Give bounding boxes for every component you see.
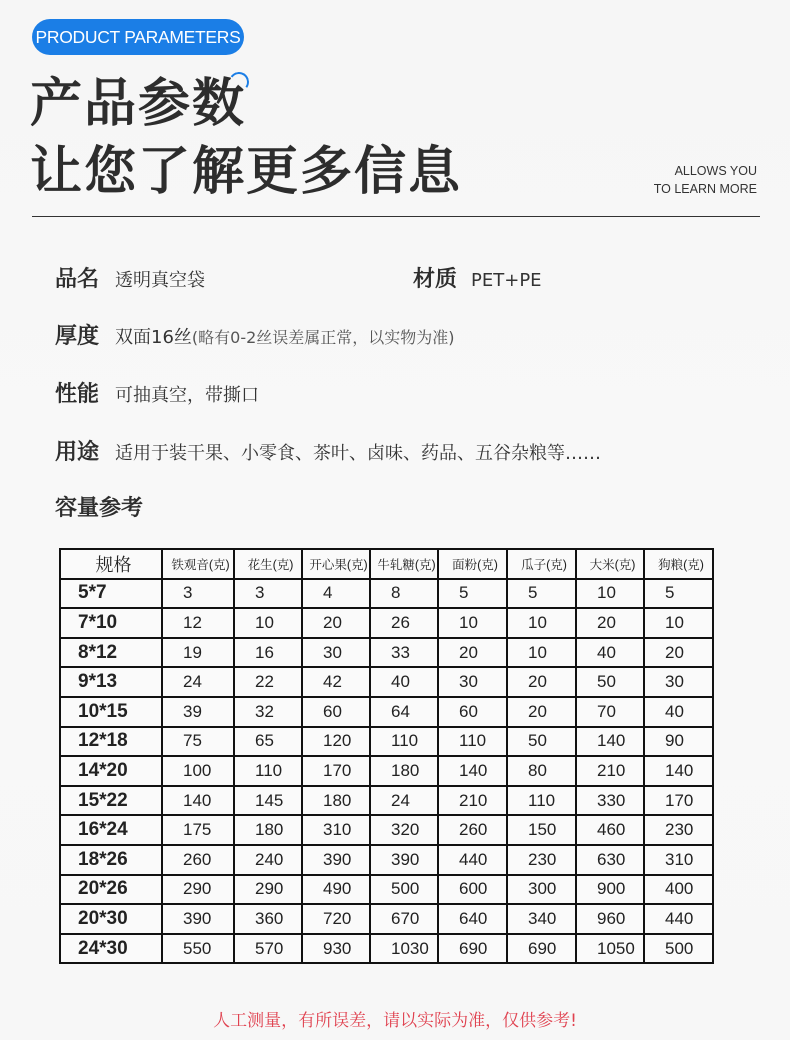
- param-value: [115, 323, 455, 349]
- param-thickness: [55, 319, 455, 350]
- spec-cell: 9*13: [60, 667, 162, 697]
- disclaimer-note: 人工测量，有所误差，请以实际为准，仅供参考!: [213, 1011, 577, 1031]
- capacity-cell: 30: [302, 638, 370, 668]
- column-header: 瓜子(克): [507, 549, 576, 579]
- spec-cell: 24*30: [60, 934, 162, 964]
- capacity-cell: 640: [438, 904, 507, 934]
- capacity-cell: 110: [370, 727, 438, 757]
- spec-cell: 20*26: [60, 875, 162, 905]
- spec-cell: 16*24: [60, 815, 162, 845]
- param-name: [55, 262, 205, 293]
- capacity-cell: 20: [507, 697, 576, 727]
- capacity-cell: 630: [576, 845, 644, 875]
- table-row: [60, 638, 713, 668]
- spec-cell: 12*18: [60, 727, 162, 757]
- column-header: 花生(克): [234, 549, 302, 579]
- capacity-cell: 20: [644, 638, 713, 668]
- capacity-cell: 290: [162, 875, 234, 905]
- tagline-line-1: ALLOWS YOU: [674, 164, 757, 178]
- param-label: 品名: [55, 267, 100, 292]
- capacity-cell: 5: [438, 579, 507, 609]
- capacity-cell: 19: [162, 638, 234, 668]
- tagline-line-2: TO LEARN MORE: [653, 182, 757, 196]
- capacity-cell: 20: [576, 608, 644, 638]
- table-row: [60, 727, 713, 757]
- spec-cell: 10*15: [60, 697, 162, 727]
- capacity-cell: 24: [370, 786, 438, 816]
- table-row: [60, 756, 713, 786]
- capacity-cell: 10: [507, 608, 576, 638]
- capacity-cell: 12: [162, 608, 234, 638]
- capacity-cell: 20: [302, 608, 370, 638]
- capacity-cell: 1030: [370, 934, 438, 964]
- capacity-cell: 690: [438, 934, 507, 964]
- capacity-cell: 960: [576, 904, 644, 934]
- capacity-cell: 5: [507, 579, 576, 609]
- english-tagline: [654, 162, 757, 198]
- capacity-cell: 8: [370, 579, 438, 609]
- spec-cell: 15*22: [60, 786, 162, 816]
- capacity-cell: 900: [576, 875, 644, 905]
- capacity-cell: 1050: [576, 934, 644, 964]
- capacity-cell: 170: [302, 756, 370, 786]
- param-label: 用途: [55, 440, 100, 465]
- capacity-cell: 20: [438, 638, 507, 668]
- capacity-cell: 390: [162, 904, 234, 934]
- capacity-cell: 690: [507, 934, 576, 964]
- capacity-cell: 140: [576, 727, 644, 757]
- capacity-cell: 70: [576, 697, 644, 727]
- capacity-cell: 64: [370, 697, 438, 727]
- capacity-cell: 20: [507, 667, 576, 697]
- capacity-cell: 65: [234, 727, 302, 757]
- capacity-cell: 22: [234, 667, 302, 697]
- param-value: 可抽真空，带撕口: [115, 385, 260, 406]
- spec-cell: 14*20: [60, 756, 162, 786]
- column-header: 大米(克): [576, 549, 644, 579]
- table-row: [60, 579, 713, 609]
- capacity-cell: 140: [438, 756, 507, 786]
- header-divider: [32, 216, 760, 217]
- capacity-cell: 60: [438, 697, 507, 727]
- column-header: 牛轧糖(克): [370, 549, 438, 579]
- capacity-table: [59, 548, 714, 964]
- capacity-cell: 210: [438, 786, 507, 816]
- capacity-cell: 170: [644, 786, 713, 816]
- capacity-cell: 600: [438, 875, 507, 905]
- capacity-cell: 42: [302, 667, 370, 697]
- capacity-cell: 145: [234, 786, 302, 816]
- capacity-cell: 40: [644, 697, 713, 727]
- thickness-value: 双面16丝: [115, 327, 192, 348]
- capacity-cell: 110: [507, 786, 576, 816]
- capacity-cell: 32: [234, 697, 302, 727]
- table-header-row: [60, 549, 713, 579]
- capacity-cell: 50: [576, 667, 644, 697]
- capacity-cell: 40: [370, 667, 438, 697]
- spec-cell: 7*10: [60, 608, 162, 638]
- capacity-cell: 310: [644, 845, 713, 875]
- capacity-cell: 40: [576, 638, 644, 668]
- spec-cell: 8*12: [60, 638, 162, 668]
- param-usage: [55, 435, 601, 466]
- column-header: 铁观音(克): [162, 549, 234, 579]
- param-value: 适用于装干果、小零食、茶叶、卤味、药品、五谷杂粮等……: [115, 443, 602, 464]
- capacity-cell: 340: [507, 904, 576, 934]
- table-row: [60, 815, 713, 845]
- capacity-cell: 110: [438, 727, 507, 757]
- param-material: [413, 262, 542, 293]
- capacity-cell: 16: [234, 638, 302, 668]
- capacity-cell: 110: [234, 756, 302, 786]
- capacity-cell: 10: [644, 608, 713, 638]
- capacity-cell: 550: [162, 934, 234, 964]
- table-row: [60, 904, 713, 934]
- capacity-cell: 720: [302, 904, 370, 934]
- capacity-cell: 3: [234, 579, 302, 609]
- capacity-cell: 100: [162, 756, 234, 786]
- capacity-cell: 4: [302, 579, 370, 609]
- capacity-cell: 180: [234, 815, 302, 845]
- capacity-cell: 930: [302, 934, 370, 964]
- capacity-cell: 440: [644, 904, 713, 934]
- capacity-cell: 570: [234, 934, 302, 964]
- param-label: 材质: [413, 267, 458, 292]
- capacity-cell: 290: [234, 875, 302, 905]
- capacity-cell: 260: [438, 815, 507, 845]
- column-header: 开心果(克): [302, 549, 370, 579]
- capacity-cell: 360: [234, 904, 302, 934]
- capacity-cell: 260: [162, 845, 234, 875]
- capacity-cell: 140: [162, 786, 234, 816]
- spec-cell: 5*7: [60, 579, 162, 609]
- capacity-cell: 210: [576, 756, 644, 786]
- thickness-note: (略有0-2丝误差属正常，以实物为准): [191, 328, 455, 347]
- capacity-cell: 175: [162, 815, 234, 845]
- capacity-title: 容量参考: [55, 496, 144, 521]
- table-row: [60, 845, 713, 875]
- capacity-cell: 390: [302, 845, 370, 875]
- capacity-cell: 39: [162, 697, 234, 727]
- capacity-cell: 460: [576, 815, 644, 845]
- table-row: [60, 608, 713, 638]
- capacity-cell: 400: [644, 875, 713, 905]
- capacity-cell: 500: [644, 934, 713, 964]
- capacity-cell: 150: [507, 815, 576, 845]
- column-header: 面粉(克): [438, 549, 507, 579]
- capacity-cell: 440: [438, 845, 507, 875]
- capacity-cell: 230: [507, 845, 576, 875]
- capacity-cell: 5: [644, 579, 713, 609]
- param-value: 透明真空袋: [115, 270, 206, 291]
- spec-cell: 20*30: [60, 904, 162, 934]
- param-label: 性能: [55, 382, 100, 407]
- table-row: [60, 934, 713, 964]
- spec-cell: 18*26: [60, 845, 162, 875]
- table-row: [60, 875, 713, 905]
- page-subtitle: 让您了解更多信息: [30, 142, 463, 202]
- column-header: 狗粮(克): [644, 549, 713, 579]
- param-value: PET+PE: [471, 270, 542, 291]
- capacity-cell: 670: [370, 904, 438, 934]
- capacity-cell: 30: [438, 667, 507, 697]
- capacity-cell: 300: [507, 875, 576, 905]
- param-label: 厚度: [55, 324, 100, 349]
- capacity-cell: 230: [644, 815, 713, 845]
- capacity-cell: 10: [438, 608, 507, 638]
- capacity-cell: 75: [162, 727, 234, 757]
- table-row: [60, 667, 713, 697]
- page-title: 产品参数: [30, 74, 247, 134]
- table-row: [60, 786, 713, 816]
- capacity-cell: 120: [302, 727, 370, 757]
- param-feature: [55, 377, 259, 408]
- capacity-cell: 60: [302, 697, 370, 727]
- capacity-cell: 10: [234, 608, 302, 638]
- product-parameters-badge: PRODUCT PARAMETERS: [32, 19, 244, 55]
- capacity-cell: 24: [162, 667, 234, 697]
- capacity-cell: 140: [644, 756, 713, 786]
- capacity-cell: 180: [302, 786, 370, 816]
- capacity-cell: 33: [370, 638, 438, 668]
- capacity-cell: 180: [370, 756, 438, 786]
- capacity-cell: 330: [576, 786, 644, 816]
- capacity-cell: 10: [576, 579, 644, 609]
- capacity-cell: 320: [370, 815, 438, 845]
- capacity-cell: 90: [644, 727, 713, 757]
- capacity-cell: 26: [370, 608, 438, 638]
- column-header: 规格: [60, 549, 162, 579]
- capacity-cell: 3: [162, 579, 234, 609]
- capacity-cell: 80: [507, 756, 576, 786]
- capacity-cell: 500: [370, 875, 438, 905]
- capacity-cell: 390: [370, 845, 438, 875]
- capacity-cell: 10: [507, 638, 576, 668]
- table-row: [60, 697, 713, 727]
- capacity-cell: 30: [644, 667, 713, 697]
- capacity-cell: 490: [302, 875, 370, 905]
- capacity-cell: 240: [234, 845, 302, 875]
- capacity-cell: 310: [302, 815, 370, 845]
- capacity-cell: 50: [507, 727, 576, 757]
